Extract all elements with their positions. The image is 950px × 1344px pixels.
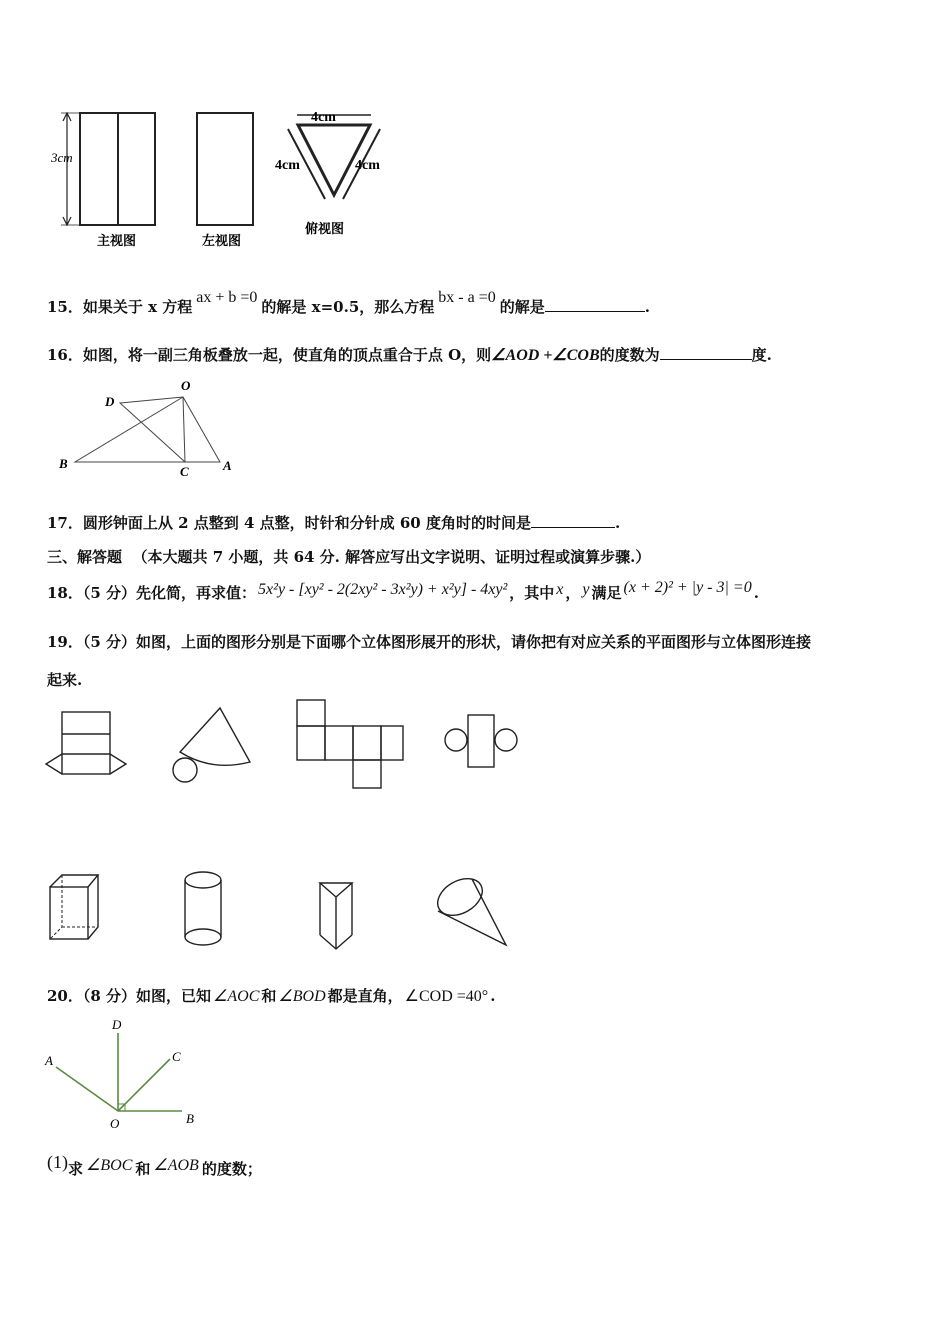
point-O: O xyxy=(181,378,191,393)
simplify-expression: 5x²y - [xy² - 2(2xy² - 3x²y) + x²y] - 4xy² xyxy=(258,581,508,598)
question-19-line-2: 起来. xyxy=(47,671,83,689)
triangular-prism-solid xyxy=(320,883,352,949)
solids-row xyxy=(40,865,540,955)
right-side-label: 4cm xyxy=(355,158,380,173)
point-C: C xyxy=(180,464,189,479)
condition-expression: (x + 2)² + |y - 3| =0 xyxy=(623,579,752,596)
three-view-figure xyxy=(45,105,405,255)
cylinder-solid xyxy=(185,872,221,945)
point-D: D xyxy=(105,394,115,409)
question-16: 16．如图，将一副三角板叠放一起，使直角的顶点重合于点 O，则∠AOD +∠COB的度数为 度. xyxy=(47,346,772,364)
section-3-header: 三、解答题 （本大题共 7 小题，共 64 分. 解答应写出文字说明、证明过程或演算步骤.） xyxy=(47,548,651,566)
left-side-label: 4cm xyxy=(275,158,300,173)
question-20-part-1: (1)求 ∠BOC 和 ∠AOB 的度数； xyxy=(47,1152,262,1178)
nets-row xyxy=(40,690,540,805)
question-19-line-1: 19．（5 分）如图，上面的图形分别是下面哪个立体图形展开的形状，请你把有对应关系的平面图形与立体图形连接 xyxy=(47,633,812,651)
answer-blank-17[interactable] xyxy=(531,513,615,528)
left-view-rect xyxy=(197,113,253,225)
equation-2: bx - a =0 xyxy=(438,289,496,306)
point-B: B xyxy=(59,456,68,471)
triangle-boards-figure xyxy=(55,376,245,481)
question-17: 17．圆形钟面上从 2 点整到 4 点整，时针和分针成 60 度角时的时间是 . xyxy=(47,514,621,532)
cylinder-net xyxy=(445,715,517,767)
point-A: A xyxy=(223,458,232,473)
ray-OA xyxy=(56,1067,118,1111)
question-18: 18．（5 分）先化简，再求值： 5x²y - [xy² - 2(2xy² - 3x²y) + x²y] - 4xy² ，其中 x ， y 满足 (x + 2)² + |y - 3| =0 . xyxy=(47,579,759,602)
cube-net xyxy=(297,700,403,788)
angle-expression: ∠AOD +∠COB xyxy=(491,347,600,364)
point-D: D xyxy=(112,1017,122,1032)
left-view-label: 左视图 xyxy=(202,233,242,248)
top-side-label: 4cm xyxy=(311,110,336,125)
front-view-label: 主视图 xyxy=(97,233,137,248)
angle-figure xyxy=(40,1015,220,1135)
height-label: 3cm xyxy=(51,150,73,165)
point-C: C xyxy=(172,1049,181,1064)
ray-OC xyxy=(118,1059,170,1111)
prism-net xyxy=(46,712,126,774)
answer-blank-16[interactable] xyxy=(660,345,752,360)
point-O: O xyxy=(110,1116,120,1131)
point-A: A xyxy=(45,1053,53,1068)
top-view-label: 俯视图 xyxy=(305,221,345,236)
cone-net xyxy=(173,708,250,782)
answer-blank-15[interactable] xyxy=(545,297,645,312)
equation-1: ax + b =0 xyxy=(196,289,258,306)
question-20: 20．（8 分）如图，已知 ∠AOC 和 ∠BOD 都是直角， ∠COD =40° . xyxy=(47,987,496,1005)
cube-solid xyxy=(50,875,98,939)
point-B: B xyxy=(186,1111,194,1126)
question-15: 15．如果关于 x 方程ax + b =0的解是 x=0.5，那么方程bx - a =0的解是 . xyxy=(47,289,650,316)
angle-cod: ∠COD =40° xyxy=(404,988,489,1005)
cone-solid xyxy=(431,871,506,945)
